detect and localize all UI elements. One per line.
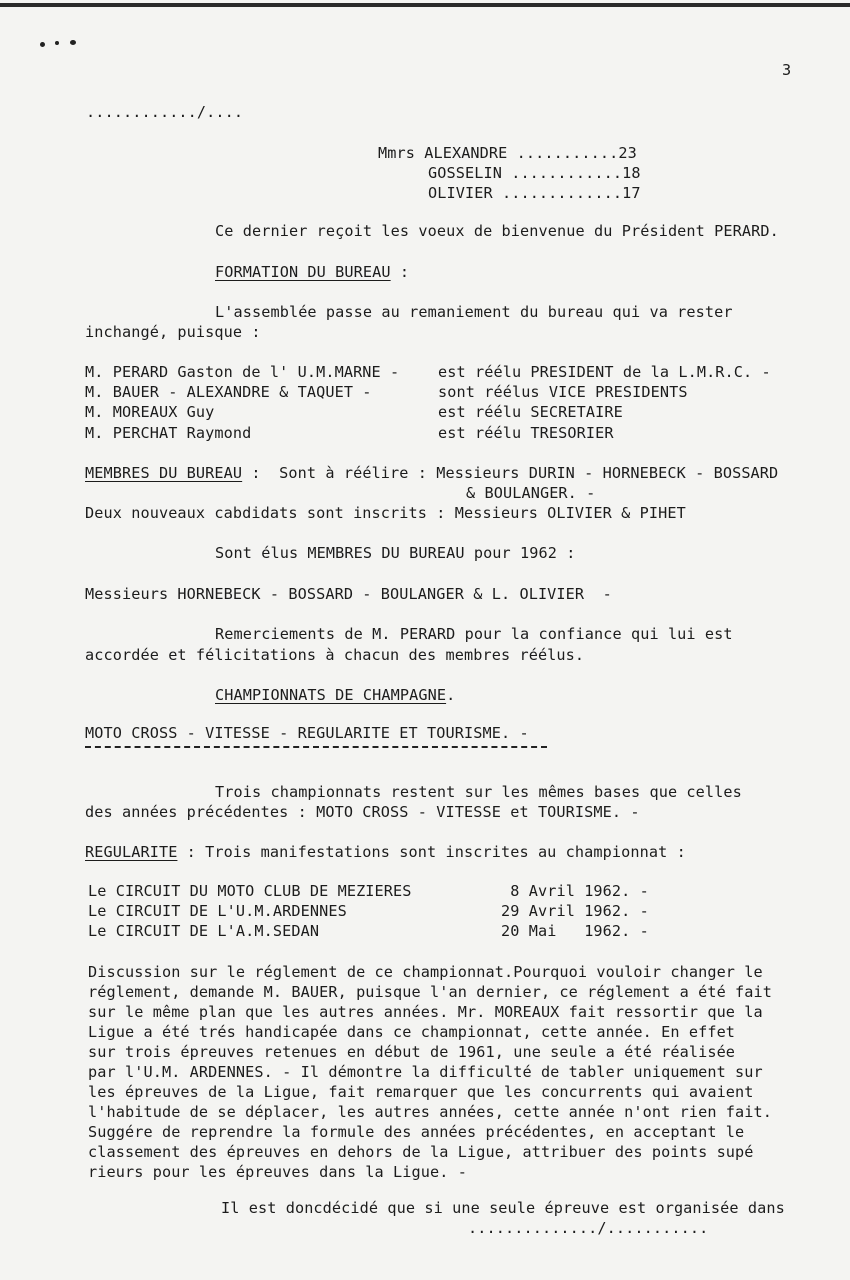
officer-name: M. MOREAUX Guy — [85, 403, 215, 421]
score-row: Mmrs ALEXANDRE ...........23 — [378, 144, 637, 162]
score-row: GOSSELIN ............18 — [428, 164, 641, 182]
punch-mark — [40, 42, 45, 47]
officer-role: est réélu PRESIDENT de la L.M.R.C. - — [438, 363, 771, 381]
championships-paragraph: Trois championnats restent sur les mêmes bases que celles — [215, 783, 742, 801]
thanks-paragraph: Remerciements de M. PERARD pour la confiance qui lui est — [215, 625, 733, 643]
officer-name: M. BAUER - ALEXANDRE & TAQUET - — [85, 383, 372, 401]
officer-name: M. PERCHAT Raymond — [85, 424, 252, 442]
event-name: Le CIRCUIT DE L'U.M.ARDENNES — [88, 902, 347, 920]
discussion-line: sur trois épreuves retenues en début de 1961, une seule a été réalisée — [88, 1043, 736, 1061]
discussion-line: réglement, demande M. BAUER, puisque l'an dernier, ce réglement a été fait — [88, 983, 773, 1001]
discussion-line: Suggére de reprendre la formule des années précédentes, en acceptant le — [88, 1123, 745, 1141]
elected-names: Messieurs HORNEBECK - BOSSARD - BOULANGER & L. OLIVIER - — [85, 585, 612, 603]
page-number: 3 — [782, 61, 792, 79]
discussion-line: Ligue a été trés handicapée dans ce championnat, cette année. En effet — [88, 1023, 736, 1041]
score-row: OLIVIER .............17 — [428, 184, 641, 202]
punch-mark — [70, 40, 76, 45]
event-name: Le CIRCUIT DE L'A.M.SEDAN — [88, 922, 320, 940]
formation-heading: FORMATION DU BUREAU : — [215, 263, 410, 281]
discussion-line: classement des épreuves en dehors de la Ligue, attribuer des points supé — [88, 1143, 754, 1161]
discussion-line: rieurs pour les épreuves dans la Ligue. - — [88, 1163, 467, 1181]
discussion-line: Discussion sur le réglement de ce championnat.Pourquoi vouloir changer le — [88, 963, 763, 981]
discussion-line: l'habitude de se déplacer, les autres années, cette année n'ont rien fait. — [88, 1103, 773, 1121]
formation-paragraph: inchangé, puisque : — [85, 323, 261, 341]
continuation-marker-bottom: ............../........... — [468, 1219, 709, 1237]
page-top-border — [0, 3, 850, 7]
officer-role: sont réélus VICE PRESIDENTS — [438, 383, 688, 401]
discussion-line: sur le même plan que les autres années. Mr. MOREAUX fait ressortir que la — [88, 1003, 763, 1021]
championships-subheading: MOTO CROSS - VITESSE - REGULARITE ET TOURISME. - — [85, 724, 529, 742]
punch-mark — [55, 41, 59, 45]
officer-role: est réélu TRESORIER — [438, 424, 614, 442]
discussion-line: par l'U.M. ARDENNES. - Il démontre la difficulté de tabler uniquement sur — [88, 1063, 763, 1081]
event-date: 29 Avril 1962. - — [501, 902, 649, 920]
members-line: Deux nouveaux cabdidats sont inscrits : Messieurs OLIVIER & PIHET — [85, 504, 686, 522]
continuation-marker-top: ............/.... — [86, 103, 244, 121]
members-line: & BOULANGER. - — [466, 484, 596, 502]
event-date: 8 Avril 1962. - — [501, 882, 649, 900]
championships-heading: CHAMPIONNATS DE CHAMPAGNE. — [215, 686, 456, 704]
event-name: Le CIRCUIT DU MOTO CLUB DE MEZIERES — [88, 882, 412, 900]
championships-paragraph: des années précédentes : MOTO CROSS - VITESSE et TOURISME. - — [85, 803, 640, 821]
officer-name: M. PERARD Gaston de l' U.M.MARNE - — [85, 363, 400, 381]
officer-role: est réélu SECRETAIRE — [438, 403, 623, 421]
elected-intro: Sont élus MEMBRES DU BUREAU pour 1962 : — [215, 544, 576, 562]
discussion-line: les épreuves de la Ligue, fait remarquer que les concurrents qui avaient — [88, 1083, 754, 1101]
thanks-paragraph: accordée et félicitations à chacun des membres réélus. — [85, 646, 585, 664]
decision-line: Il est doncdécidé que si une seule épreuve est organisée dans — [221, 1199, 785, 1217]
members-heading: MEMBRES DU BUREAU : Sont à réélire : Messieurs DURIN - HORNEBECK - BOSSARD — [85, 464, 779, 482]
dashed-divider — [85, 746, 547, 748]
regularite-heading: REGULARITE : Trois manifestations sont inscrites au championnat : — [85, 843, 686, 861]
event-date: 20 Mai 1962. - — [501, 922, 649, 940]
welcome-line: Ce dernier reçoit les voeux de bienvenue du Président PERARD. — [215, 222, 779, 240]
formation-paragraph: L'assemblée passe au remaniement du bureau qui va rester — [215, 303, 733, 321]
